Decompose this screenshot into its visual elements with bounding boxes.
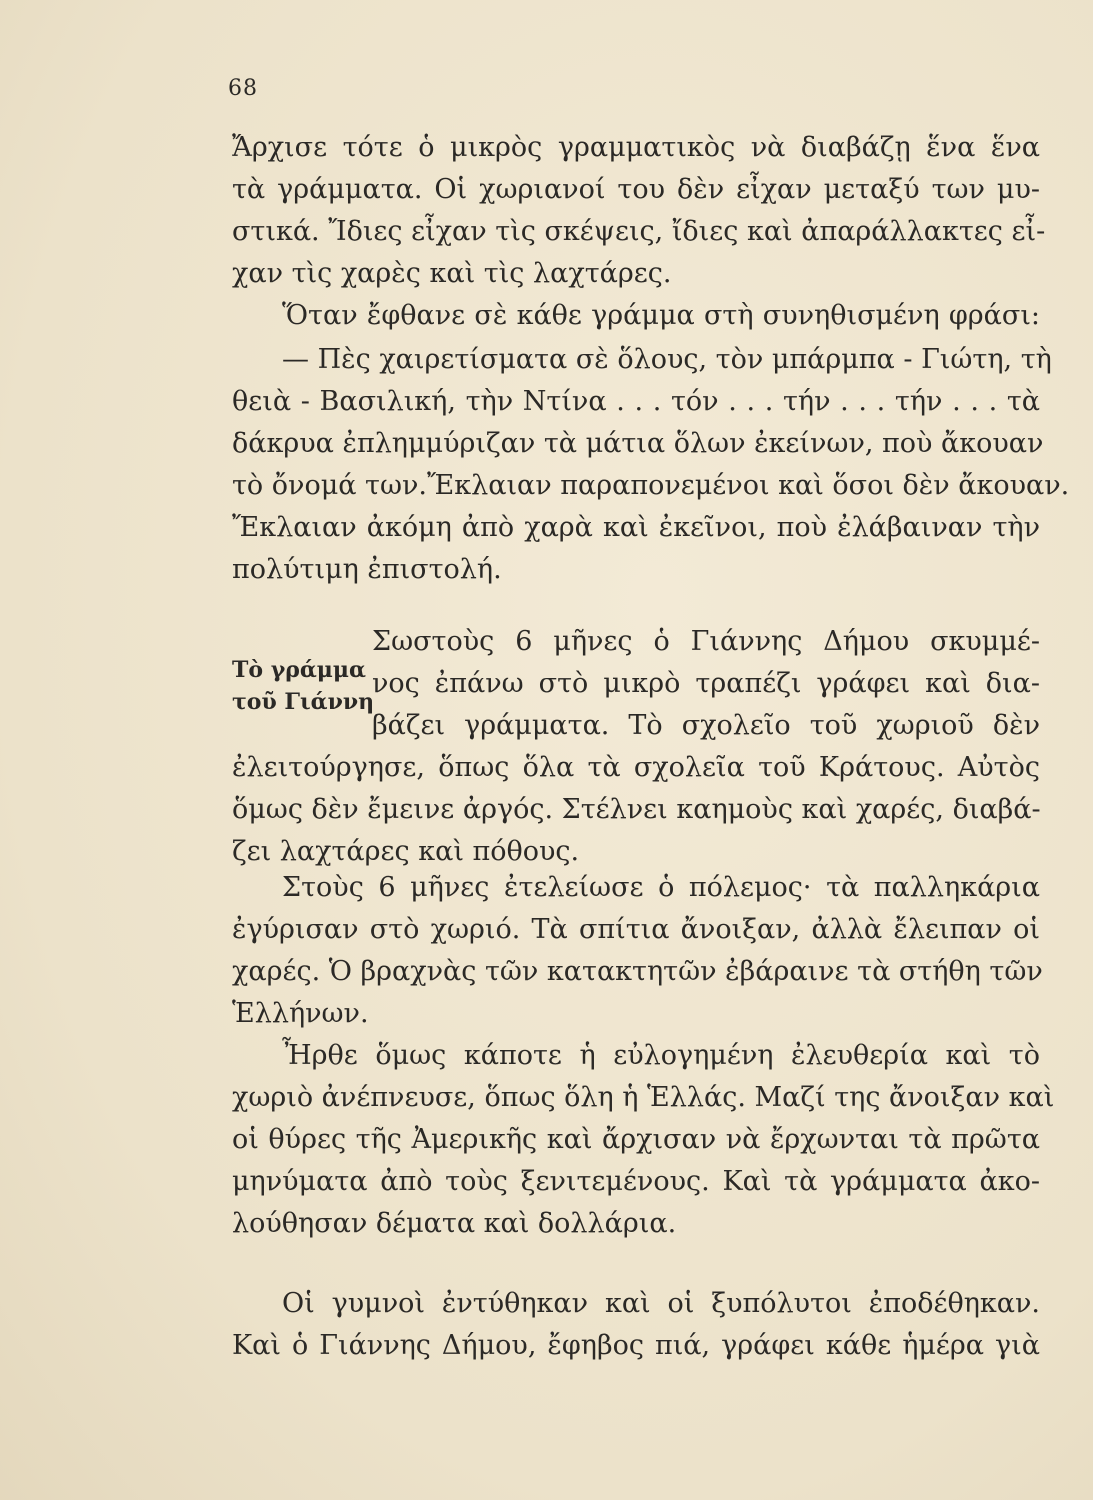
text-line: βάζει γράμματα. Τὸ σχολεῖο τοῦ χωριοῦ δὲν [372, 710, 1040, 741]
text-line: Καὶ ὁ Γιάννης Δήμου, ἔφηβος πιά, γράφει κάθε ἡμέρα γιὰ [232, 1330, 1040, 1361]
text-line: Στοὺς 6 μῆνες ἐτελείωσε ὁ πόλεμος· τὰ παλληκάρια [282, 872, 1040, 903]
text-line: χαρές. Ὁ βραχνὰς τῶν κατακτητῶν ἐβάραινε τὰ στήθη τῶν [232, 956, 1043, 987]
text-line: νος ἐπάνω στὸ μικρὸ τραπέζι γράφει καὶ δια- [372, 668, 1040, 699]
text-line: λούθησαν δέματα καὶ δολλάρια. [232, 1208, 677, 1239]
text-line: ὅμως δὲν ἔμεινε ἀργός. Στέλνει καημοὺς καὶ χαρές, διαβά- [232, 794, 1041, 825]
text-line: τὸ ὄνομά των.Ἔκλαιαν παραπονεμένοι καὶ ὅσοι δὲν ἄκουαν. [232, 470, 1070, 501]
text-line: χαν τὶς χαρὲς καὶ τὶς λαχτάρες. [232, 258, 672, 289]
text-line: Ἦρθε ὅμως κάποτε ἡ εὐλογημένη ἐλευθερία καὶ τὸ [282, 1040, 1040, 1071]
text-line: δάκρυα ἐπλημμύριζαν τὰ μάτια ὅλων ἐκείνων, ποὺ ἄκουαν [232, 428, 1044, 459]
text-line: Ἔκλαιαν ἀκόμη ἀπὸ χαρὰ καὶ ἐκεῖνοι, ποὺ ἐλάβαιναν τὴν [232, 512, 1040, 543]
text-line: στικά. Ἴδιες εἶχαν τὶς σκέψεις, ἴδιες καὶ ἀπαράλλακτες εἶ- [232, 216, 1046, 247]
text-line: Σωστοὺς 6 μῆνες ὁ Γιάννης Δήμου σκυμμέ- [372, 626, 1040, 657]
text-line: Ὅταν ἔφθανε σὲ κάθε γράμμα στὴ συνηθισμένη φράσι: [282, 300, 1040, 331]
text-line: χωριὸ ἀνέπνευσε, ὅπως ὅλη ἡ Ἑλλάς. Μαζί της ἄνοιξαν καὶ [232, 1082, 1055, 1113]
text-line: ἐλειτούργησε, ὅπως ὅλα τὰ σχολεῖα τοῦ Κράτους. Αὐτὸς [232, 752, 1040, 783]
text-line: οἱ θύρες τῆς Ἀμερικῆς καὶ ἄρχισαν νὰ ἔρχωνται τὰ πρῶτα [232, 1124, 1040, 1155]
text-line: ἐγύρισαν στὸ χωριό. Τὰ σπίτια ἄνοιξαν, ἀλλὰ ἔλειπαν οἱ [232, 914, 1040, 945]
margin-heading-line-2: τοῦ Γιάννη [232, 689, 375, 715]
margin-heading-line-1: Τὸ γράμμα [232, 657, 366, 683]
text-line: Οἱ γυμνοὶ ἐντύθηκαν καὶ οἱ ξυπόλυτοι ἐποδέθηκαν. [282, 1288, 1040, 1319]
text-line: Ἑλλήνων. [232, 998, 369, 1029]
text-line: Ἄρχισε τότε ὁ μικρὸς γραμματικὸς νὰ διαβάζῃ ἕνα ἕνα [232, 132, 1040, 163]
text-line: θειὰ - Βασιλική, τὴν Ντίνα . . . τόν . . . τήν . . . τήν . . . τὰ [232, 386, 1040, 417]
text-line: πολύτιμη ἐπιστολή. [232, 554, 502, 585]
page-number: 68 [228, 76, 258, 101]
text-line: τὰ γράμματα. Οἱ χωριανοί του δὲν εἶχαν μεταξύ των μυ- [232, 174, 1040, 205]
text-line: — Πὲς χαιρετίσματα σὲ ὅλους, τὸν μπάρμπα - Γιώτη, τὴ [282, 344, 1052, 375]
text-line: ζει λαχτάρες καὶ πόθους. [232, 836, 580, 867]
text-line: μηνύματα ἀπὸ τοὺς ξενιτεμένους. Καὶ τὰ γράμματα ἀκο- [232, 1166, 1040, 1197]
